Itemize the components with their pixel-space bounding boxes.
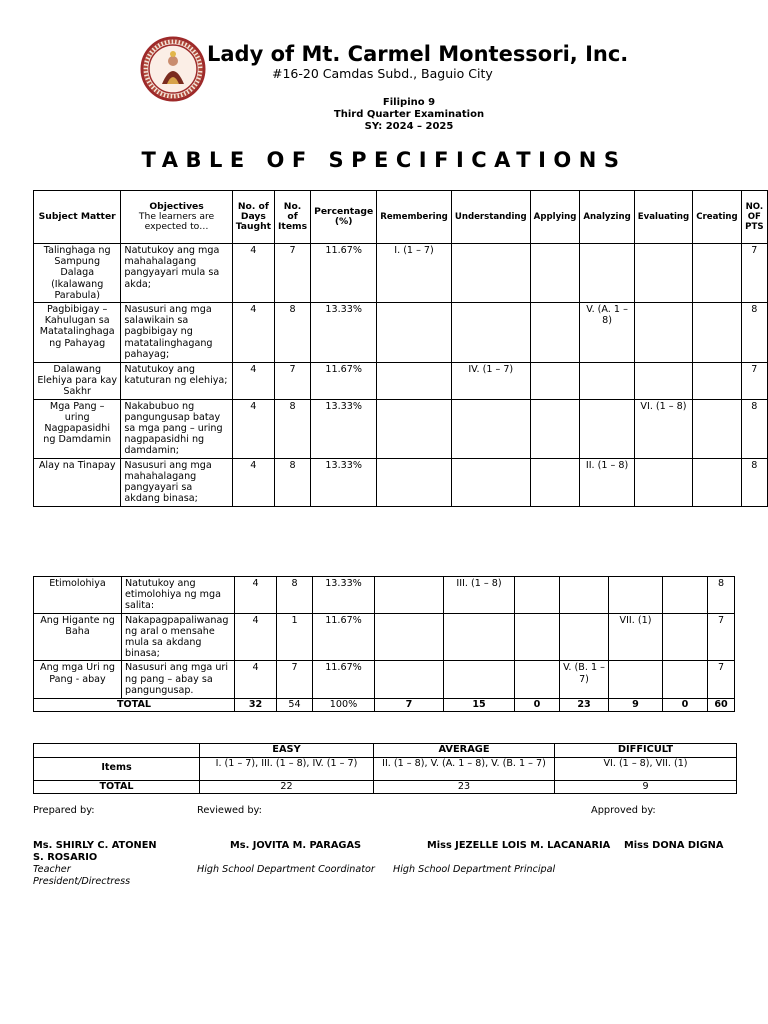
total-days: 32 [235,699,277,711]
approved-by-label: Approved by: [591,805,656,816]
page-title: TABLE OF SPECIFICATIONS [141,148,627,172]
subject-matter-cell: Talinghaga ng Sampung Dalaga (Ikalawang Parabula) [34,244,121,303]
creating-cell [693,399,742,458]
prepared-by-name: Ms. SHIRLY C. ATONEN [33,840,157,851]
applying-cell [530,363,580,400]
evaluating-cell: VII. (1) [609,613,663,661]
objective-cell: Natutukoy ang mga mahahalagang pangyayari mula sa akda; [121,244,232,303]
president-role: President/Directress [33,876,131,887]
days-cell: 4 [232,363,274,400]
subject-matter-cell: Pagbibigay – Kahulugan sa Matatalinghaga ng Pahayag [34,303,121,363]
understanding-cell: IV. (1 – 7) [451,363,530,400]
exam-label: Third Quarter Examination [333,109,485,120]
principal-name: Miss JEZELLE LOIS M. LACANARIA [427,840,611,851]
table-row [34,661,735,699]
days-cell: 4 [232,458,274,506]
header-points: NO. OF PTS [741,191,767,244]
total-creating: 0 [663,699,708,711]
applying-cell [530,244,580,303]
remembering-cell [377,303,452,363]
percent-cell: 11.67% [311,244,377,303]
difficulty-items-label: Items [34,757,200,780]
points-cell: 8 [708,577,735,614]
header-objectives: Objectives The learners are expected to… [121,191,232,244]
days-cell: 4 [232,244,274,303]
understanding-cell [451,399,530,458]
header-understanding: Understanding [451,191,530,244]
items-cell: 7 [275,244,311,303]
creating-cell [693,363,742,400]
days-cell: 4 [232,303,274,363]
analyzing-cell [560,577,609,614]
table-row [34,458,768,506]
days-cell: 4 [235,661,277,699]
remembering-cell [375,613,444,661]
percent-cell: 11.67% [311,363,377,400]
specifications-table [33,190,768,507]
applying-cell [515,661,560,699]
remembering-cell [377,399,452,458]
difficulty-difficult-total: 9 [555,780,737,794]
school-name: Lady of Mt. Carmel Montessori, Inc. [207,42,629,66]
header-no-of-items: No. of Items [275,191,311,244]
objective-cell: Nasusuri ang mga uri ng pang – abay sa pangungusap. [122,661,235,699]
header-percentage: Percentage (%) [311,191,377,244]
analyzing-cell [560,613,609,661]
percent-cell: 13.33% [311,303,377,363]
difficulty-header-blank [34,744,200,758]
creating-cell [663,661,708,699]
header-evaluating: Evaluating [634,191,692,244]
president-name-line1: Miss DONA DIGNA [624,840,724,851]
analyzing-cell [580,244,634,303]
difficulty-table [33,743,737,794]
totals-row [34,699,735,711]
items-cell: 8 [275,303,311,363]
understanding-cell [451,458,530,506]
points-cell: 7 [741,363,767,400]
objective-cell: Nakabubuo ng pangungusap batay sa mga pang – uring nagpapasidhi ng damdamin; [121,399,232,458]
evaluating-cell [634,244,692,303]
days-cell: 4 [235,577,277,614]
table-row [34,399,768,458]
evaluating-cell: VI. (1 – 8) [634,399,692,458]
items-cell: 8 [275,458,311,506]
totals-label: TOTAL [34,699,235,711]
total-items: 54 [277,699,313,711]
applying-cell [530,303,580,363]
specifications-table-continued [33,576,735,712]
points-cell: 7 [708,613,735,661]
items-cell: 7 [277,661,313,699]
table-row [34,613,735,661]
header-days-taught: No. of Days Taught [232,191,274,244]
understanding-cell [451,244,530,303]
school-year: SY: 2024 – 2025 [364,121,454,132]
percent-cell: 13.33% [311,399,377,458]
evaluating-cell [609,577,663,614]
items-cell: 8 [275,399,311,458]
subject-matter-cell: Mga Pang – uring Nagpapasidhi ng Damdamin [34,399,121,458]
days-cell: 4 [235,613,277,661]
header-analyzing: Analyzing [580,191,634,244]
school-seal-logo [140,36,206,102]
points-cell: 7 [741,244,767,303]
percent-cell: 13.33% [311,458,377,506]
subject-matter-cell: Dalawang Elehiya para kay Sakhr [34,363,121,400]
difficulty-header-average: AVERAGE [374,744,555,758]
analyzing-cell [580,363,634,400]
percent-cell: 11.67% [313,613,375,661]
difficulty-easy-total: 22 [200,780,374,794]
difficulty-easy-items: I. (1 – 7), III. (1 – 8), IV. (1 – 7) [200,757,374,780]
objective-cell: Nasusuri ang mga mahahalagang pangyayari sa akdang binasa; [121,458,232,506]
table-row [34,363,768,400]
prepared-by-role: Teacher [33,864,71,875]
president-name-line2: S. ROSARIO [33,852,98,863]
remembering-cell [375,661,444,699]
subject-matter-cell: Ang Higante ng Baha [34,613,122,661]
objective-cell: Nakapagpapaliwanag ng aral o mensahe mula sa akdang binasa; [122,613,235,661]
points-cell: 7 [708,661,735,699]
applying-cell [530,399,580,458]
reviewed-by-name: Ms. JOVITA M. PARAGAS [230,840,362,851]
objective-cell: Nasusuri ang mga salawikain sa pagbibigay ng matatalinghagang pahayag; [121,303,232,363]
prepared-by-label: Prepared by: [33,805,95,816]
points-cell: 8 [741,399,767,458]
school-address: #16-20 Camdas Subd., Baguio City [272,66,493,81]
principal-role: High School Department Principal [393,864,556,875]
applying-cell [530,458,580,506]
difficulty-header-easy: EASY [200,744,374,758]
total-percent: 100% [313,699,375,711]
days-cell: 4 [232,399,274,458]
analyzing-cell: V. (A. 1 – 8) [580,303,634,363]
percent-cell: 11.67% [313,661,375,699]
points-cell: 8 [741,303,767,363]
difficulty-average-total: 23 [374,780,555,794]
subject-label: Filipino 9 [382,97,436,108]
evaluating-cell [634,303,692,363]
remembering-cell [377,458,452,506]
understanding-cell [444,661,515,699]
items-cell: 7 [275,363,311,400]
reviewed-by-label: Reviewed by: [197,805,262,816]
difficulty-total-label: TOTAL [34,780,200,794]
objective-cell: Natutukoy ang etimolohiya ng mga salita: [122,577,235,614]
total-analyzing: 23 [560,699,609,711]
table-row [34,303,768,363]
evaluating-cell [634,458,692,506]
applying-cell [515,613,560,661]
understanding-cell [444,613,515,661]
table-header-row [34,191,768,244]
creating-cell [693,458,742,506]
objective-cell: Natutukoy ang katuturan ng elehiya; [121,363,232,400]
analyzing-cell: II. (1 – 8) [580,458,634,506]
total-understanding: 15 [444,699,515,711]
percent-cell: 13.33% [313,577,375,614]
evaluating-cell [634,363,692,400]
applying-cell [515,577,560,614]
total-evaluating: 9 [609,699,663,711]
difficulty-average-items: II. (1 – 8), V. (A. 1 – 8), V. (B. 1 – 7) [374,757,555,780]
understanding-cell: III. (1 – 8) [444,577,515,614]
header-remembering: Remembering [377,191,452,244]
difficulty-total-row [34,780,737,794]
table-row [34,244,768,303]
creating-cell [663,577,708,614]
reviewed-by-role: High School Department Coordinator [197,864,375,875]
difficulty-header-difficult: DIFFICULT [555,744,737,758]
items-cell: 1 [277,613,313,661]
total-remembering: 7 [375,699,444,711]
header-subject-matter: Subject Matter [34,191,121,244]
difficulty-difficult-items: VI. (1 – 8), VII. (1) [555,757,737,780]
difficulty-items-row [34,757,737,780]
remembering-cell [375,577,444,614]
subject-matter-cell: Ang mga Uri ng Pang - abay [34,661,122,699]
creating-cell [693,244,742,303]
subject-matter-cell: Alay na Tinapay [34,458,121,506]
total-points: 60 [708,699,735,711]
header-creating: Creating [693,191,742,244]
subject-matter-cell: Etimolohiya [34,577,122,614]
evaluating-cell [609,661,663,699]
table-row [34,577,735,614]
total-applying: 0 [515,699,560,711]
creating-cell [663,613,708,661]
understanding-cell [451,303,530,363]
points-cell: 8 [741,458,767,506]
remembering-cell [377,363,452,400]
creating-cell [693,303,742,363]
analyzing-cell: V. (B. 1 – 7) [560,661,609,699]
difficulty-header-row [34,744,737,758]
items-cell: 8 [277,577,313,614]
remembering-cell: I. (1 – 7) [377,244,452,303]
header-applying: Applying [530,191,580,244]
analyzing-cell [580,399,634,458]
